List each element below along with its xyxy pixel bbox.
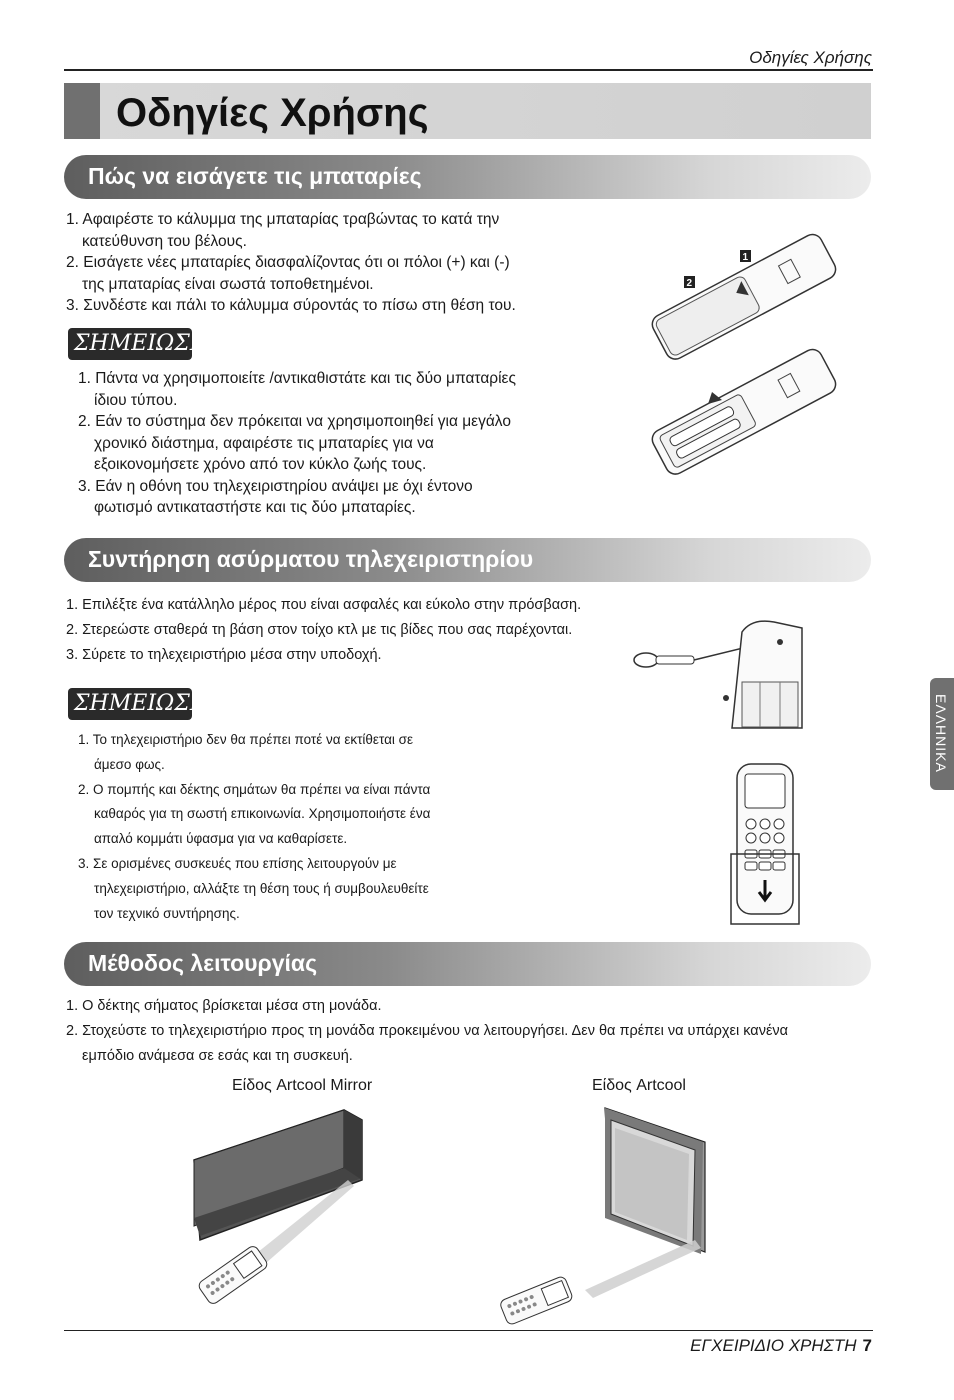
list-item: 1. Ο δέκτης σήματος βρίσκεται μέσα στη μονάδα. <box>66 998 382 1014</box>
list-item: 3. Συνδέστε και πάλι το κάλυμμα σύροντάς το πίσω στη θέση του. <box>66 297 516 314</box>
footer-label: ΕΓΧΕΙΡΙΔΙΟ ΧΡΗΣΤΗ <box>690 1336 857 1355</box>
title-accent <box>64 83 100 139</box>
artcool-mirror-illustration <box>188 1100 388 1310</box>
page-title: Οδηγίες Χρήσης <box>116 91 429 135</box>
footer-rule <box>64 1330 873 1331</box>
running-header: Οδηγίες Χρήσης <box>749 48 872 67</box>
list-item: 1. Πάντα να χρησιμοποιείτε /αντικαθιστάτε και τις δύο μπαταρίες ίδιου τύπου. <box>78 370 516 409</box>
list-item: 2. Ο πομπής και δέκτης σημάτων θα πρέπει να είναι πάντα καθαρός για τη σωστή επικοινωνία. Χρησιμοποιήστε ένα απαλό κομμάτι ύφασμα για να καθαρίσετε. <box>78 781 431 847</box>
remote-battery-illustration <box>640 340 840 490</box>
svg-text:2: 2 <box>686 278 693 289</box>
list-item: 1. Το τηλεχειριστήριο δεν θα πρέπει ποτέ να εκτίθεται σε άμεσο φως. <box>78 732 414 772</box>
section-heading-operation <box>64 942 871 986</box>
note-badge: ΣΗΜΕΙΩΣΗ <box>68 328 192 360</box>
page-title-bar <box>64 83 871 139</box>
holder-screwdriver-illustration <box>630 612 820 737</box>
header-rule <box>64 69 873 71</box>
maintenance-notes <box>78 728 498 926</box>
caption-artcool: Είδος Artcool <box>592 1077 686 1094</box>
battery-steps <box>66 209 606 317</box>
list-item: 3. Σύρετε το τηλεχειριστήριο μέσα στην υποδοχή. <box>66 646 382 663</box>
svg-text:1: 1 <box>742 252 749 263</box>
artcool-illustration <box>495 1100 725 1325</box>
list-item: 3. Σε ορισμένες συσκευές που επίσης λειτουργούν με τηλεχειριστήριο, αλλάξτε τη θέση τους ή συμβουλευθείτε τον τεχνικό συντήρησης. <box>78 855 429 921</box>
section-title: Πώς να εισάγετε τις μπαταρίες <box>88 163 422 189</box>
section-heading-maintenance <box>64 538 871 582</box>
list-item: 2. Εάν το σύστημα δεν πρόκειται να χρησιμοποιηθεί για μεγάλο χρονικό διάστημα, αφαιρέστε τις μπαταρίες για να εξοικονομήσετε χρόνο από τον κύκλο ζωής τους. <box>78 413 511 473</box>
section-heading-batteries <box>64 155 871 199</box>
section-title: Συντήρηση ασύρματου τηλεχειριστηρίου <box>88 546 534 572</box>
caption-artcool-mirror: Είδος Artcool Mirror <box>232 1077 373 1094</box>
remote-in-holder-illustration <box>725 762 805 928</box>
language-tab: ΕΛΛΗΝΙΚΑ <box>930 678 954 790</box>
footer <box>690 1336 872 1356</box>
list-item: 2. Στοχεύστε το τηλεχειριστήριο προς τη μονάδα προκειμένου να λειτουργήσει. Δεν θα πρέπει να υπάρχει κανένα εμπόδιο ανάμεσα σε εσάς και τη συσκευή. <box>66 1022 789 1064</box>
maintenance-steps <box>66 593 686 667</box>
note-badge: ΣΗΜΕΙΩΣΗ <box>68 688 192 720</box>
section-title: Μέθοδος λειτουργίας <box>88 950 318 976</box>
list-item: 2. Εισάγετε νέες μπαταρίες διασφαλίζοντας ότι οι πόλοι (+) και (-) της μπαταρίας είναι σωστά τοποθετημένοι. <box>66 254 510 293</box>
list-item: 3. Εάν η οθόνη του τηλεχειριστηρίου ανάψει με όχι έντονο φωτισμό αντικαταστήστε και τις δύο μπαταρίες. <box>78 477 473 516</box>
list-item: 1. Επιλέξτε ένα κατάλληλο μέρος που είναι ασφαλές και εύκολο στην πρόσβαση. <box>66 597 582 613</box>
page-number: 7 <box>862 1336 872 1355</box>
list-item: 2. Στερεώστε σταθερά τη βάση στον τοίχο κτλ με τις βίδες που σας παρέχονται. <box>66 621 573 638</box>
operation-steps <box>66 994 886 1068</box>
list-item: 1. Αφαιρέστε το κάλυμμα της μπαταρίας τραβώντας το κατά την κατεύθυνση του βέλους. <box>66 211 500 250</box>
battery-notes <box>78 368 598 519</box>
